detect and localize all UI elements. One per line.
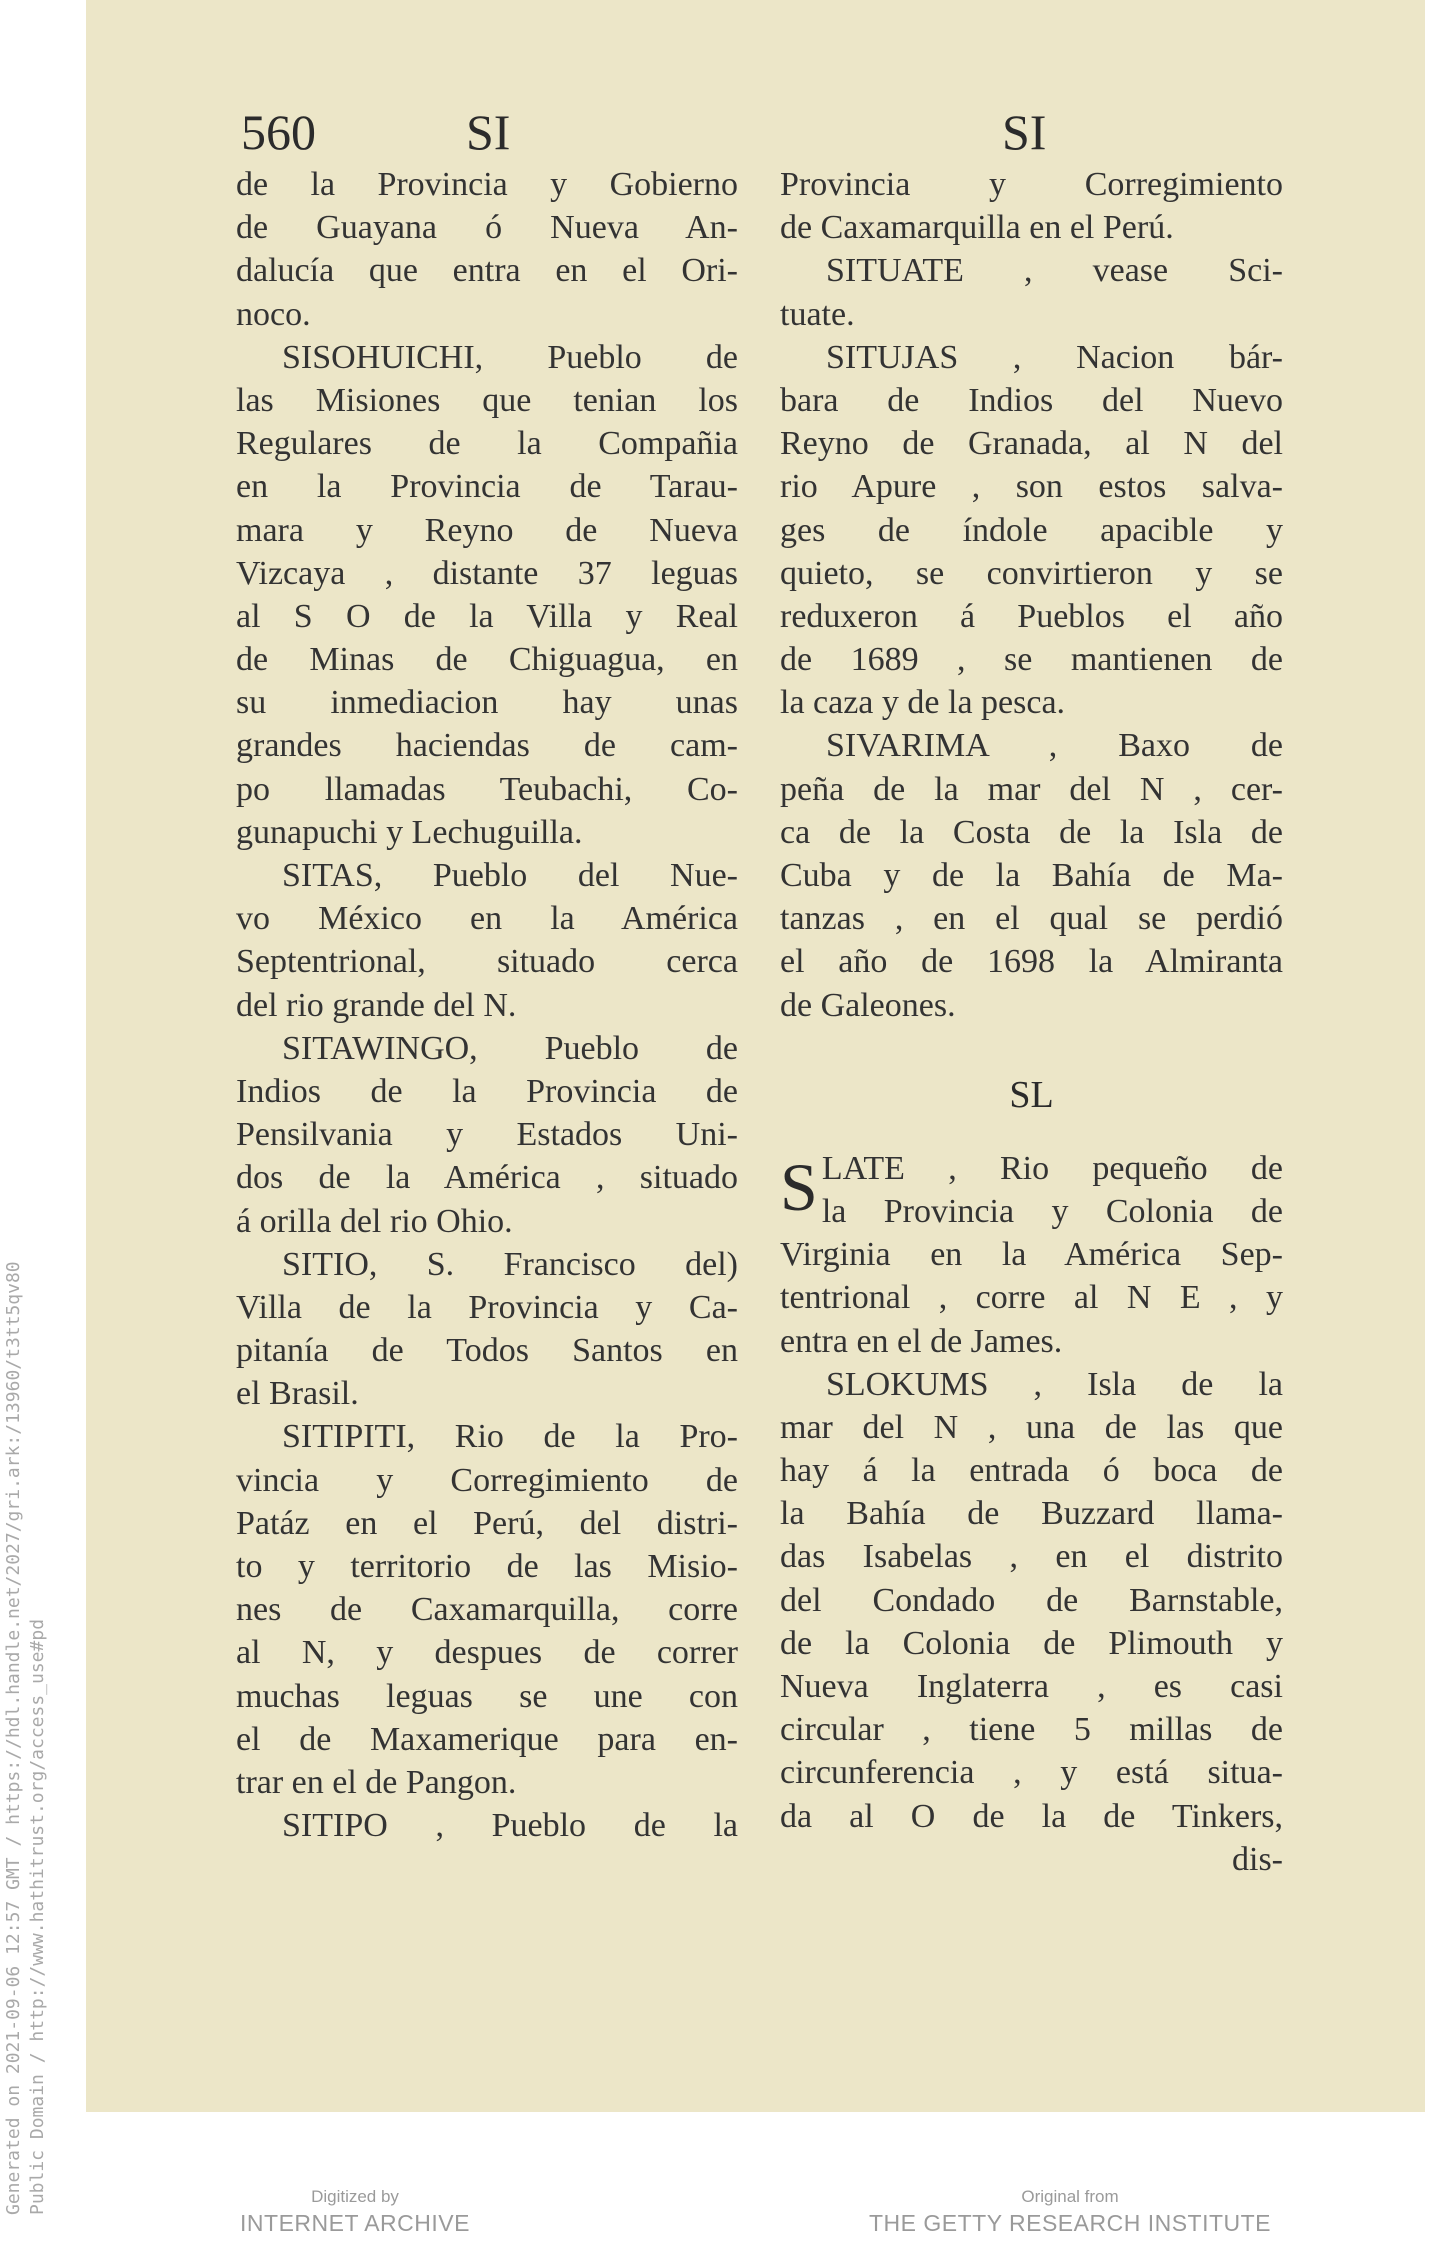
text-line: quieto, se convirtieron y se [780, 554, 1283, 592]
text-line: Provincia y Corregimiento [780, 166, 1283, 203]
text-line: dis- [1232, 1840, 1283, 1878]
left-running-head: SI [466, 104, 511, 160]
text-line: Septentrional, situado cerca [236, 943, 738, 981]
text-line: del rio grande del N. [236, 986, 517, 1024]
right-column [780, 163, 1283, 1881]
text-line: Pensilvania y Estados Uni- [236, 1116, 738, 1154]
text-line: tuate. [780, 295, 855, 333]
text-line: ca de la Costa de la Isla de [780, 813, 1283, 851]
text-line: Patáz en el Perú, del distri- [236, 1504, 738, 1542]
text-line: po llamadas Teubachi, Co- [236, 770, 738, 808]
page-number: 560 [241, 104, 316, 160]
text-line: SISOHUICHI, Pueblo de [282, 338, 738, 376]
text-line: da al O de la de Tinkers, [780, 1797, 1283, 1835]
text-line: al N, y despues de correr [236, 1634, 738, 1672]
text-line: SITIO, S. Francisco del) [282, 1245, 738, 1283]
text-line: de Caxamarquilla en el Perú. [780, 209, 1174, 247]
text-line: de 1689 , se mantienen de [780, 641, 1283, 679]
text-line: entra en el de James. [780, 1322, 1063, 1360]
text-line: vincia y Corregimiento de [236, 1461, 738, 1499]
right-running-head: SI [1002, 104, 1047, 160]
text-line: SIVARIMA , Baxo de [826, 727, 1283, 765]
right-column-top [780, 163, 1283, 1027]
footer-digitized [190, 2186, 520, 2238]
text-line: mar del N , una de las que [780, 1408, 1283, 1446]
text-line: Reyno de Granada, al N del [780, 425, 1283, 463]
text-line: mara y Reyno de Nueva [236, 511, 738, 549]
text-line: SITUJAS , Nacion bár- [826, 338, 1283, 376]
digitized-source: INTERNET ARCHIVE [240, 2210, 470, 2236]
text-line: en la Provincia de Tarau- [236, 468, 738, 506]
right-column-bottom [780, 1147, 1283, 1881]
text-line: de Galeones. [780, 986, 956, 1024]
stamp-line-generated: Generated on 2021-09-06 12:57 GMT / https://hdl.handle.net/2027/gri.ark:/13960/t3tt5qv80 [3, 1261, 24, 2215]
text-line: peña de la mar del N , cer- [780, 770, 1283, 808]
text-line: de Guayana ó Nueva An- [236, 209, 738, 247]
text-line: grandes haciendas de cam- [236, 727, 738, 765]
text-line: LATE , Rio pequeño de [821, 1149, 1283, 1187]
text-line: al S O de la Villa y Real [236, 597, 738, 635]
footer-original [840, 2186, 1300, 2238]
text-line: de la Colonia de Plimouth y [780, 1624, 1283, 1662]
text-line: to y territorio de las Misio- [236, 1548, 738, 1585]
text-line: Regulares de la Compañia [236, 425, 738, 463]
text-line: SITIPO , Pueblo de la [282, 1807, 738, 1845]
text-line: bara de Indios del Nuevo [780, 381, 1283, 419]
text-line: el de Maxamerique para en- [236, 1720, 738, 1758]
text-line: SITAS, Pueblo del Nue- [282, 857, 738, 894]
text-line: rio Apure , son estos salva- [780, 468, 1283, 506]
hathitrust-stamp [2, 1261, 50, 2215]
text-line: el Brasil. [236, 1375, 359, 1413]
text-line: trar en el de Pangon. [236, 1763, 517, 1801]
text-line: Cuba y de la Bahía de Ma- [780, 857, 1283, 894]
text-line: vo México en la América [236, 900, 738, 938]
drop-cap: S [780, 1148, 818, 1225]
text-line: gunapuchi y Lechuguilla. [236, 813, 583, 851]
text-line: la caza y de la pesca. [780, 684, 1066, 722]
text-line: Nueva Inglaterra , es casi [780, 1668, 1283, 1705]
text-line: SITIPITI, Rio de la Pro- [282, 1418, 738, 1456]
section-heading: SL [1009, 1073, 1054, 1116]
text-line: hay á la entrada ó boca de [780, 1452, 1283, 1490]
left-column [236, 163, 738, 1847]
text-line: Vizcaya , distante 37 leguas [236, 554, 738, 592]
text-line: pitanía de Todos Santos en [236, 1332, 738, 1370]
text-line: de Minas de Chiguagua, en [236, 641, 738, 679]
text-line: Indios de la Provincia de [236, 1072, 738, 1110]
text-line: Virginia en la América Sep- [780, 1236, 1283, 1274]
text-line: á orilla del rio Ohio. [236, 1202, 513, 1240]
text-line: SITUATE , vease Sci- [826, 252, 1283, 290]
text-line: la Bahía de Buzzard llama- [780, 1495, 1283, 1533]
text-line: su inmediacion hay unas [236, 684, 738, 722]
text-line: tentrional , corre al N E , y [780, 1279, 1283, 1317]
text-line: SLOKUMS , Isla de la [826, 1365, 1283, 1403]
digitized-label: Digitized by [311, 2187, 399, 2206]
text-line: del Condado de Barnstable, [780, 1581, 1283, 1619]
text-line: la Provincia y Colonia de [821, 1192, 1283, 1230]
text-line: circular , tiene 5 millas de [780, 1711, 1283, 1749]
text-line: tanzas , en el qual se perdió [780, 900, 1283, 938]
text-line: SITAWINGO, Pueblo de [282, 1029, 738, 1067]
text-line: de la Provincia y Gobierno [236, 166, 738, 203]
original-label: Original from [1021, 2187, 1119, 2206]
text-line: Villa de la Provincia y Ca- [236, 1288, 738, 1326]
text-line: ges de índole apacible y [780, 511, 1283, 549]
text-line: las Misiones que tenian los [236, 381, 738, 419]
text-line: nes de Caxamarquilla, corre [236, 1591, 738, 1629]
text-line: noco. [236, 295, 311, 333]
text-line: dos de la América , situado [236, 1159, 738, 1197]
stamp-line-rights: Public Domain / http://www.hathitrust.org/access_use#pd [27, 1618, 48, 2215]
text-line: reduxeron á Pueblos el año [780, 597, 1283, 635]
original-source: THE GETTY RESEARCH INSTITUTE [868, 2210, 1272, 2236]
text-line: muchas leguas se une con [236, 1677, 738, 1715]
text-line: dalucía que entra en el Ori- [236, 252, 738, 290]
text-line: das Isabelas , en el distrito [780, 1538, 1283, 1576]
text-line: el año de 1698 la Almiranta [780, 943, 1283, 981]
text-line: circunferencia , y está situa- [780, 1754, 1283, 1792]
